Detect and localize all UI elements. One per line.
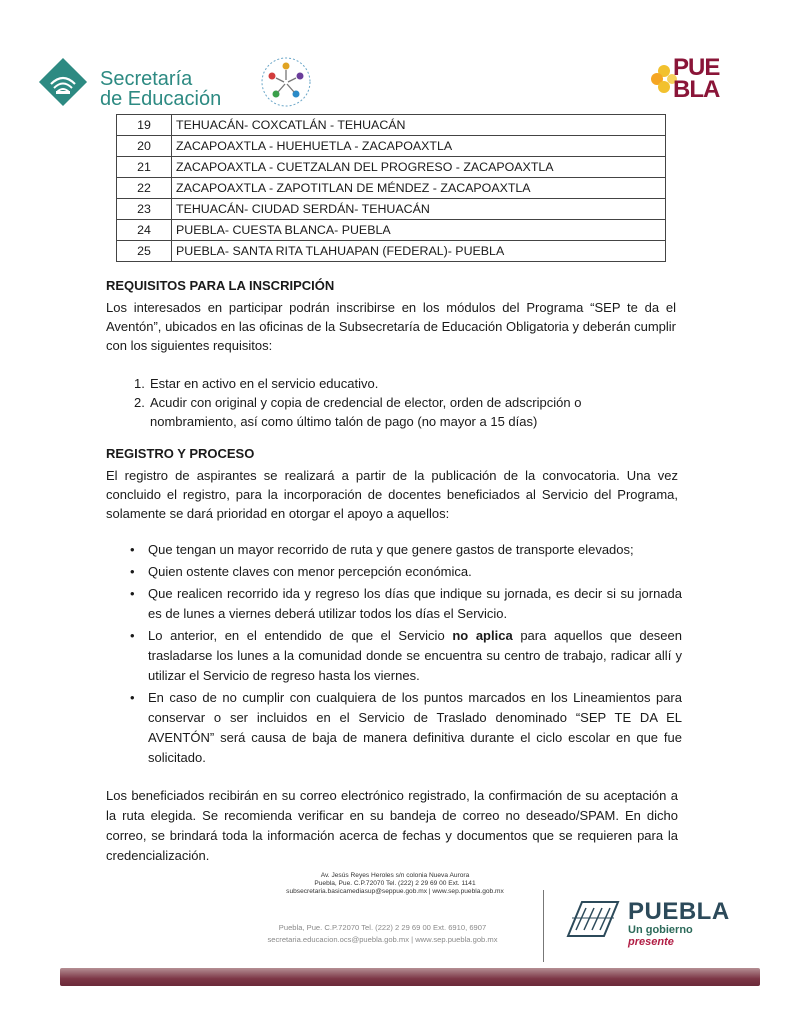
bullet-icon: • xyxy=(130,564,135,579)
puebla-emblem-icon xyxy=(562,896,624,944)
footer-address xyxy=(230,872,560,896)
puebla-logo xyxy=(648,54,738,111)
route-number: 21 xyxy=(117,157,172,178)
list-item: 1. Estar en activo en el servicio educativo. xyxy=(134,376,379,391)
table-row xyxy=(117,199,666,220)
puebla-logo-text xyxy=(673,54,720,103)
bullet-text: Que tengan un mayor recorrido de ruta y que genere gastos de transporte elevados; xyxy=(148,542,634,557)
routes-table xyxy=(116,114,666,262)
puebla-gobierno-logo xyxy=(562,894,730,954)
registro-bullets xyxy=(122,540,682,770)
requisitos-intro: Los interesados en participar podrán inscribirse en los módulos del Programa “SEP te da el Aventón”, ubicados en las oficinas de la Subsecretaría de Educación Obligatoria y deberán cumplir con los siguientes requisitos: xyxy=(106,300,676,353)
list-item xyxy=(122,562,682,582)
address-line: Puebla, Pue. C.P.72070 Tel. (222) 2 29 69 00 Ext. 1141 xyxy=(314,880,476,887)
requisito-text: Acudir con original y copia de credencial de elector, orden de adscripción o nombramiento, así como último talón de pago (no mayor a 15 días) xyxy=(150,395,582,429)
registro-heading: REGISTRO Y PROCESO xyxy=(106,446,255,461)
sep-logo-line1: Secretaría xyxy=(100,68,193,90)
slogan-main: Un gobierno xyxy=(628,924,693,936)
route-name: PUEBLA- SANTA RITA TLAHUAPAN (FEDERAL)- PUEBLA xyxy=(172,241,666,262)
list-item xyxy=(122,540,682,560)
address-line: secretaria.educacion.ocs@puebla.gob.mx | www.sep.puebla.gob.mx xyxy=(267,935,498,944)
footer-band xyxy=(60,968,760,986)
requisitos-heading: REQUISITOS PARA LA INSCRIPCIÓN xyxy=(106,278,335,293)
bullet-icon: • xyxy=(130,690,135,705)
sep-emblem-icon xyxy=(38,57,88,107)
puebla-logo-line1: PUE xyxy=(673,54,720,81)
bullet-text: Que realicen recorrido ida y regreso los días que indique su jornada, es decir si su jornada es de lunes a viernes deberá utilizar todos los días el Servicio. xyxy=(148,586,682,621)
list-item xyxy=(122,688,682,768)
bullet-text-part: para aquellos que deseen trasladarse los lunes a la comunidad donde se encuentra su centro de trabajo, radicar allí y utilizar el Servicio de regreso hasta los viernes. xyxy=(148,628,682,683)
list-item: 2. Acudir con original y copia de credencial de elector, orden de adscripción o nombramiento, así como último talón de pago (no mayor a 15 días) xyxy=(134,395,582,429)
puebla-logo-line2: BLA xyxy=(673,76,720,103)
address-line: Av. Jesús Reyes Heroles s/n colonia Nueva Aurora xyxy=(320,872,470,879)
route-number: 24 xyxy=(117,220,172,241)
route-number: 22 xyxy=(117,178,172,199)
sep-logo xyxy=(38,55,258,115)
route-number: 19 xyxy=(117,115,172,136)
footer-divider xyxy=(543,890,544,962)
bullet-icon: • xyxy=(130,586,135,601)
route-number: 23 xyxy=(117,199,172,220)
slogan-accent: presente xyxy=(628,936,674,948)
requisito-text: Estar en activo en el servicio educativo. xyxy=(150,376,379,391)
bullet-icon: • xyxy=(130,628,135,643)
registro-intro: El registro de aspirantes se realizará a partir de la publicación de la convocatoria. Una vez concluido el registro, para la incorporación de docentes beneficiados al Servicio del Programa, solamente se dará prioridad en otorgar el apoyo a aquellos: xyxy=(106,468,678,521)
bullet-text: En caso de no cumplir con cualquiera de los puntos marcados en los Lineamientos para conservar o ser incluidos en el Servicio de Traslado denominado “SEP TE DA EL AVENTÓN” será causa de baja de manera definitiva durante el ciclo escolar en que fue solicitado. xyxy=(148,690,682,765)
bullet-text-part: Lo anterior, en el entendido de que el Servicio xyxy=(148,628,453,643)
program-circle-logo-icon xyxy=(256,52,316,112)
table-row xyxy=(117,220,666,241)
route-number: 20 xyxy=(117,136,172,157)
bullet-text-bold: no aplica xyxy=(452,628,513,643)
table-row xyxy=(117,136,666,157)
address-line: Puebla, Pue. C.P.72070 Tel. (222) 2 29 69 00 Ext. 6910, 6907 xyxy=(278,923,487,932)
table-row xyxy=(117,157,666,178)
list-item xyxy=(122,626,682,686)
sep-logo-line2: de Educación xyxy=(100,88,222,110)
list-item xyxy=(122,584,682,624)
puebla-slogan xyxy=(628,924,722,948)
closing-paragraph: Los beneficiados recibirán en su correo electrónico registrado, la confirmación de su aceptación a la ruta elegida. Se recomienda verificar en su bandeja de correo no deseado/SPAM. En dicho correo, se brindará toda la información acerca de fechas y documentos que se requieren para la credencialización. xyxy=(106,788,678,863)
route-number: 25 xyxy=(117,241,172,262)
route-name: ZACAPOAXTLA - CUETZALAN DEL PROGRESO - ZACAPOAXTLA xyxy=(172,157,666,178)
route-name: ZACAPOAXTLA - HUEHUETLA - ZACAPOAXTLA xyxy=(172,136,666,157)
route-name: PUEBLA- CUESTA BLANCA- PUEBLA xyxy=(172,220,666,241)
puebla-word: PUEBLA xyxy=(628,898,730,925)
sep-logo-text xyxy=(100,69,221,109)
address-line: subsecretaria.basicamediasup@seppue.gob.mx | www.sep.puebla.gob.mx xyxy=(286,888,504,895)
table-row xyxy=(117,178,666,199)
footer-address-secondary xyxy=(225,922,540,946)
table-row xyxy=(117,241,666,262)
route-name: TEHUACÁN- CIUDAD SERDÁN- TEHUACÁN xyxy=(172,199,666,220)
route-name: ZACAPOAXTLA - ZAPOTITLAN DE MÉNDEZ - ZACAPOAXTLA xyxy=(172,178,666,199)
table-row xyxy=(117,115,666,136)
bullet-text: Quien ostente claves con menor percepción económica. xyxy=(148,564,472,579)
route-name: TEHUACÁN- COXCATLÁN - TEHUACÁN xyxy=(172,115,666,136)
bullet-icon: • xyxy=(130,542,135,557)
requisitos-list xyxy=(134,374,634,431)
